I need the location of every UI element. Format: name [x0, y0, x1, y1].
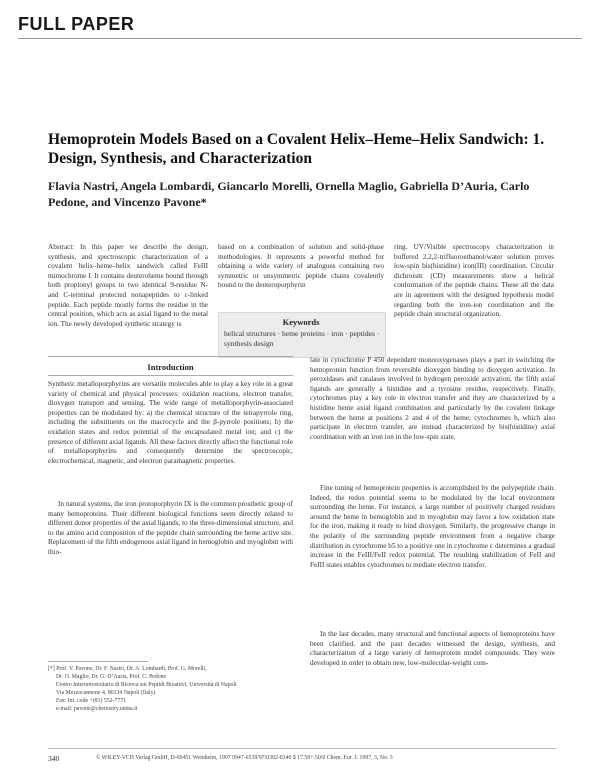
footnote-rule — [48, 661, 148, 662]
abstract-column-1: Abstract: In this paper we describe the design, synthesis, and spectroscopic characterization of a covalent helix–heme–helix sandwich called FeIII mimochrome I. It contains deuteroheme bound through both propionyl groups to two identical 9-residue N- and C-terminal protected nonapeptides to ε-linked peptide. Each peptide mostly forms the residue in the central position, which acts as axial ligand to the metal ion. The newly developed synthetic strategy is — [48, 243, 208, 328]
footer-rule — [48, 748, 556, 749]
intro-left-paragraph-2: In natural systems, the iron protoporphyrin IX is the common prosthetic group of many hemoproteins. Their different biological functions seem directly related to different donor properties of the axial ligands, to the three-dimensional structure, and to the amino acid composition of the peptide chain surrounding the heme active site. Replacement of the fifth endogenous axial ligand in hemoglobin and myoglobin with thio- — [48, 500, 293, 556]
footnote-line: Centro Interuniversitario di Ricerca sui Peptidi Bioattivi, Università di Napoli — [56, 682, 237, 688]
header-divider — [18, 38, 582, 39]
intro-right-paragraph-1: late in cytochrome P 450 dependent monooxygenases plays a part in switching the hemoprotein function from reversible dioxygen binding to dioxygen activation. In peroxidases and catalases involved in hydrogen peroxide activation, the fifth axial ligands are generally a histidine and a tyrosine residue, respectively. Finally, cytochromes play a key role in electron transfer and they are characterized by a histidine heme axial ligand combination and particularly by the covalent linkage between the heme at positions 2 and 4 of the heme; cytochromes b, which also participate in electron transfer, are instead characterized by bis(histidine) axial coordination with an iron ion in the low-spin state. — [310, 356, 555, 441]
footnote-line: e-mail: pavone@chemistry.unina.it — [56, 706, 138, 712]
footer-citation: © WILEY-VCH Verlag GmbH, D-69451 Weinheim, 1997 0947-6539/97/0302-0340 $ 17.50+.50/0 Chem. Eur. J. 1997, 3, No. 3 — [96, 755, 393, 761]
intro-rule-left — [48, 356, 293, 357]
section-header: FULL PAPER — [18, 14, 135, 34]
intro-right-paragraph-3: In the last decades, many structural and functional aspects of hemoproteins have been clarified, and the past decades witnessed the design, synthesis, and characterization of a large variety of hemoprotein model compounds. They were developed in order to obtain new, low-molecular-weight com- — [310, 630, 555, 667]
intro-right-paragraph-2: Fine tuning of hemoprotein properties is accomplished by the polypeptide chain. Indeed, the redox potential seems to be modulated by the local environment surrounding the heme. For instance, a large number of positively charged residues around the heme in hemoglobin and in myoglobin may favor a low oxidation state for the iron, making it ready to bind dioxygen. Similarly, the progressive change in the polarity of the surrounding peptide environment from a negative charge distribution in cytochrome b5 to a positive one in cytochrome c determines a gradual increase in the FeIII/FeII redox potential. The resulting stabilization of FeII and FeIII states enables cytochromes to mediate electron transfer. — [310, 484, 555, 569]
article-title: Hemoprotein Models Based on a Covalent Helix–Heme–Helix Sandwich: 1. Design, Synthesis, and Characterization — [48, 131, 545, 167]
footnote-line: Fax: Int. code +(81) 552-7771 — [56, 698, 127, 704]
intro-rule-left-bottom — [48, 375, 293, 376]
affiliation-footnote — [48, 665, 293, 713]
footnote-line: Via Mezzocannone 4, 80134 Napoli (Italy) — [56, 690, 156, 696]
intro-heading: Introduction — [147, 362, 194, 372]
footnote-line: [*] Prof. V. Pavone, Dr. F. Nastri, Dr. A. Lombardi, Prof. G. Morelli, — [48, 666, 207, 672]
keywords-title: Keywords — [282, 317, 320, 327]
page-number: 340 — [48, 754, 60, 763]
footnote-line: Dr. O. Maglio, Dr. G. D’Auria, Prof. C. Pedone — [56, 674, 167, 680]
intro-left-paragraph-1: Synthetic metalloporphyrins are versatile molecules able to play a key role in a great variety of chemical and physical processes: oxidation reactions, electron transfer, dioxygen transport and sensing. The wide range of metalloporphyrin-associated properties can be modulated by: a) the chemical structure of the tetrapyrrole ring, including the substituents on the macrocycle and the β-pyrrole positions; b) the oxidation states and redox potential of the encapsulated metal ion; and c) the presence of different axial ligands. All these factors directly affect the functional role of metalloporphyrins and consequently determine the spectroscopic, electrochemical, magnetic, and electron paramagnetic properties. — [48, 380, 293, 465]
abstract-column-3: ring. UV/Visible spectroscopy characterization in buffered 2,2,2-trifluoroethanol/water solution proves low-spin bis(histidine) iron(III) coordination. Circular dichroism (CD) measurements show a helical conformation of the peptide chains. These all the data are in agreement with the designed hypothesis model regarding both the iron-ion coordination and the peptide chain structural organization. — [394, 243, 554, 319]
abstract-column-2: based on a combination of solution and solid-phase methodologies. It represents a powerful method for obtaining a wide variety of analogues containing two symmetric or unsymmetric peptide chains covalently bound to the deuteroporphyrin — [218, 243, 384, 290]
keywords-text: helical structures · heme proteins · iron · peptides · synthesis design — [224, 329, 380, 348]
article-authors: Flavia Nastri, Angela Lombardi, Giancarlo Morelli, Ornella Maglio, Gabriella D’Auria, Carlo Pedone, and Vincenzo Pavone* — [48, 179, 530, 209]
